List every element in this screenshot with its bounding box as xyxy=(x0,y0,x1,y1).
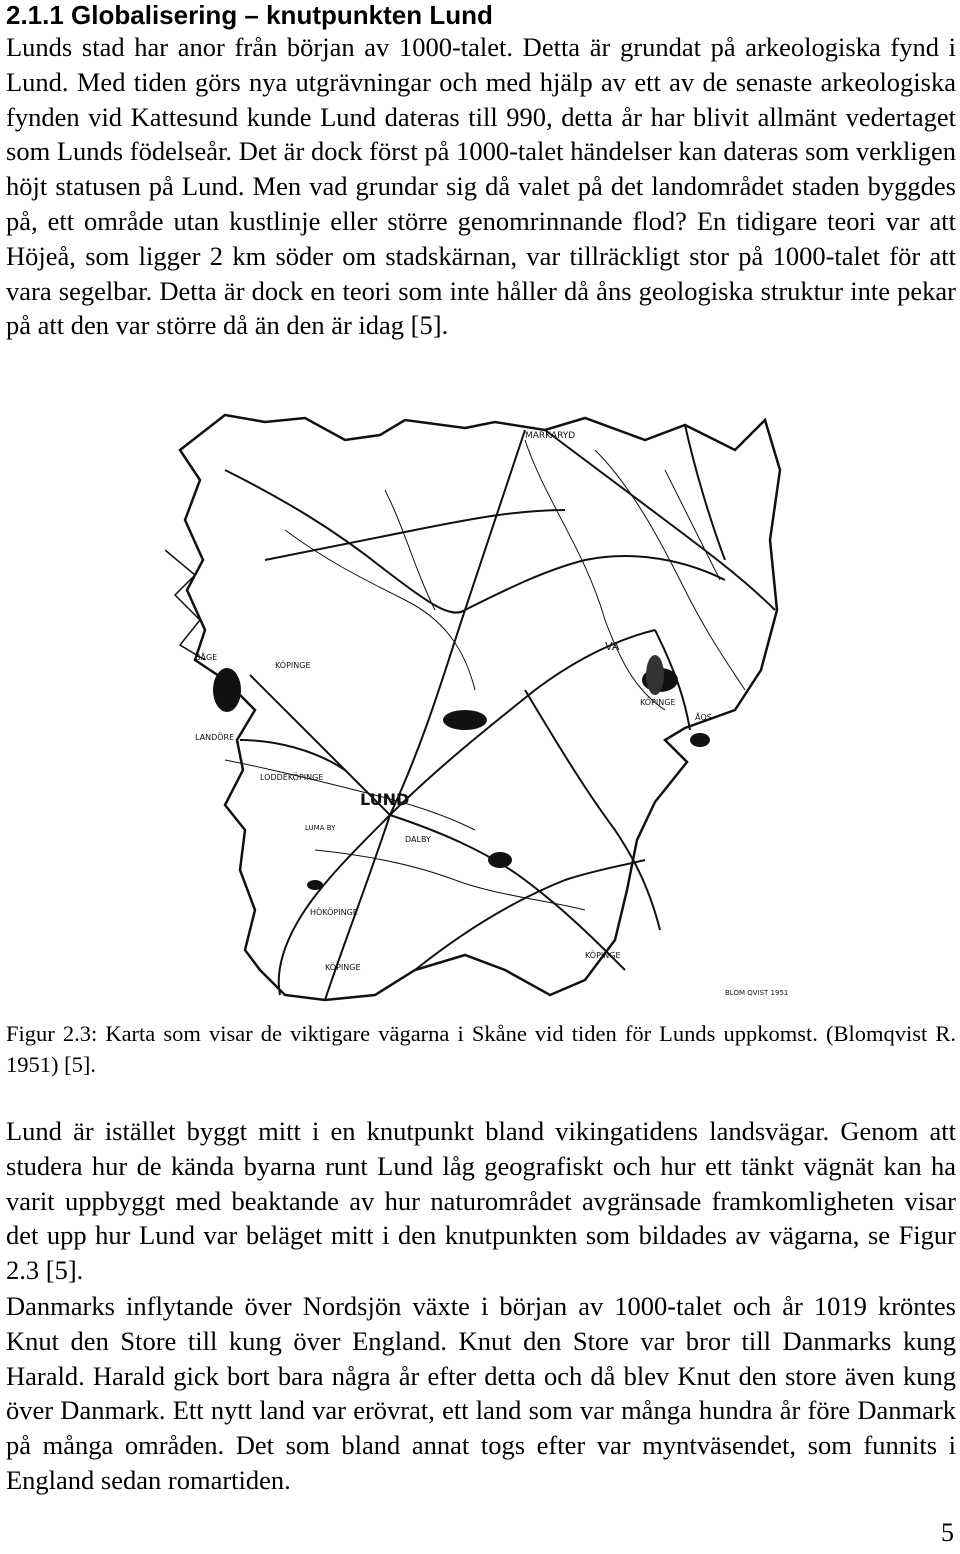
island-ven xyxy=(213,668,241,712)
label-signature: BLOM QVIST 1951 xyxy=(725,989,789,997)
label-luma-by: LUMA BY xyxy=(305,824,336,832)
label-landore: LANDÖRE xyxy=(195,733,235,742)
label-kopinge-nw: KÖPINGE xyxy=(275,661,311,670)
label-va: VA xyxy=(605,640,620,653)
lake-east2 xyxy=(690,733,710,747)
roads xyxy=(225,425,775,1000)
paragraph-2: Lund är istället byggt mitt i en knutpunkt bland vikingatidens landsvägar. Genom att studera hur de kända byarna runt Lund låg geografiskt och hur ett tänkt vägnät kan ha varit uppbyggt med beaktande av hur naturområdet avgränsade framkomligheten visar det upp hur Lund var beläget mitt i den knutpunkten som bildades av vägarna, se Figur 2.3 [5]. xyxy=(6,1116,956,1286)
page-number: 5 xyxy=(941,1518,954,1547)
figure-caption: Figur 2.3: Karta som visar de viktigare vägarna i Skåne vid tiden för Lunds uppkomst. (Blomqvist R. 1951) [5]. xyxy=(6,1021,956,1077)
label-kopinge-sw: KÖPINGE xyxy=(325,963,361,972)
label-dalby: DALBY xyxy=(405,835,431,844)
coastline xyxy=(180,415,780,1000)
label-bage: BÅGE xyxy=(195,653,218,662)
label-ahus: ÅOS xyxy=(695,713,712,722)
label-kopinge-e: KÖPINGE xyxy=(640,698,676,707)
section-heading: 2.1.1 Globalisering – knutpunkten Lund xyxy=(6,0,493,30)
paragraph-1: Lunds stad har anor från början av 1000-talet. Detta är grundat på arkeologiska fynd i Lund. Med tiden görs nya utgrävningar och med hjälp av ett av de senaste arkeologiska fynden vid Kattesund kunde Lund dateras till 990, detta år har blivit allmänt vedertaget som Lunds födelseår. Det är dock först på 1000-talet händelser kan dateras som verkligen höjt statusen på Lund. Men vad grundar sig då valet på det landområdet staden byggdes på, ett område utan kustlinje eller större genomrinnande flod? En tidigare teori var att Höjeå, som ligger 2 km söder om stadskärnan, var tillräckligt stor på 1000-talet för att vara segelbar. Detta är dock en teori som inte håller då åns geologiska struktur inte pekar på att den var större då än den är idag [5]. xyxy=(6,32,956,341)
label-lund: LUND xyxy=(360,790,410,809)
figure-map xyxy=(165,410,790,1010)
paragraph-3: Danmarks inflytande över Nordsjön växte i början av 1000-talet och år 1019 kröntes Knut den Store till kung över England. Knut den Store var bror till Danmarks kung Harald. Harald gick bort bara några år efter detta och då blev Knut den store även kung över Danmark. Ett nytt land var erövrat, ett land som var många hundra år före Danmark på många områden. Det som bland annat togs efter var myntväsendet, som funnits i England sedan romartiden. xyxy=(6,1291,956,1495)
lake-ringsjon xyxy=(443,710,487,730)
label-lodde-kopinge: LODDEKÖPINGE xyxy=(260,773,324,782)
map-drawing xyxy=(165,410,790,1010)
label-kopinge-se: KÖPINGE xyxy=(585,951,621,960)
lake-ivosjon xyxy=(646,655,664,695)
lake-south xyxy=(488,852,512,868)
label-markaryd: MARKARYD xyxy=(525,431,576,441)
label-hokopinge: HÖKÖPINGE xyxy=(310,908,358,917)
